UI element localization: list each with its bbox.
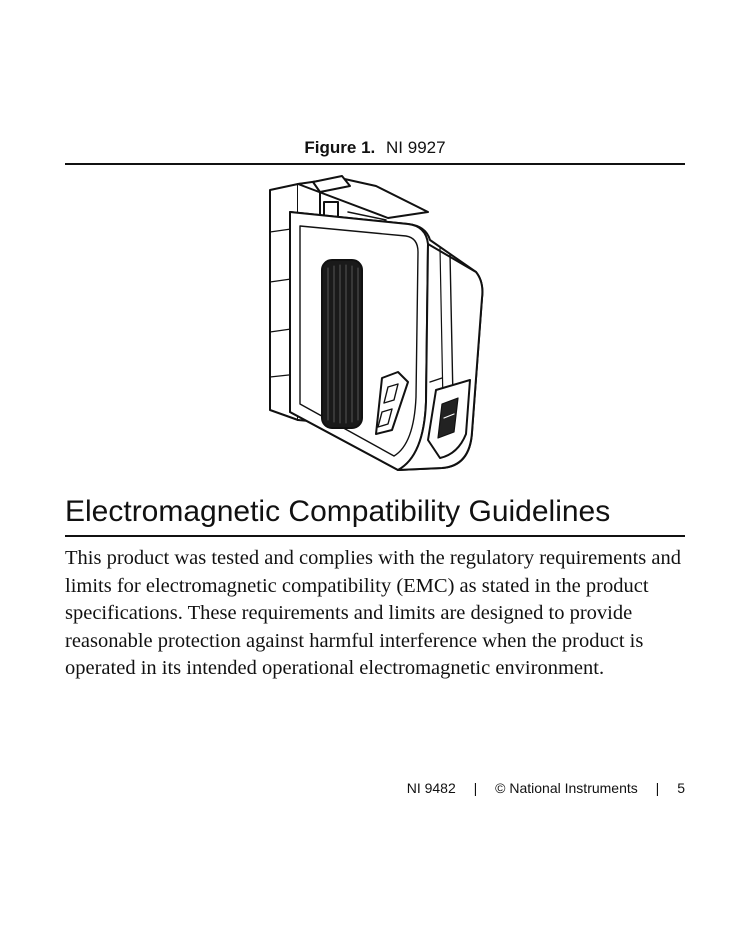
body-paragraph: This product was tested and complies with the regulatory requirements and limits for electromagnetic compatibility (EMC) as stated in the product specifications. These requirements and limits are designed to provide reasonable protection against harmful interference when the product is operated in its intended operational electromagnetic environment. bbox=[65, 547, 681, 679]
page-footer bbox=[407, 780, 685, 796]
figure-caption-rule bbox=[65, 163, 685, 165]
footer-copyright: © National Instruments bbox=[495, 780, 638, 796]
figure-label: Figure 1. bbox=[304, 138, 376, 157]
footer-separator: | bbox=[473, 780, 478, 796]
figure-caption bbox=[65, 138, 685, 158]
figure-caption-text: NI 9927 bbox=[386, 138, 446, 157]
device-illustration bbox=[258, 172, 498, 477]
footer-separator: | bbox=[655, 780, 660, 796]
section-heading: Electromagnetic Compatibility Guidelines bbox=[65, 495, 611, 528]
section-heading-rule bbox=[65, 535, 685, 537]
footer-doc-id: NI 9482 bbox=[406, 780, 456, 796]
footer-page-number: 5 bbox=[677, 780, 685, 796]
